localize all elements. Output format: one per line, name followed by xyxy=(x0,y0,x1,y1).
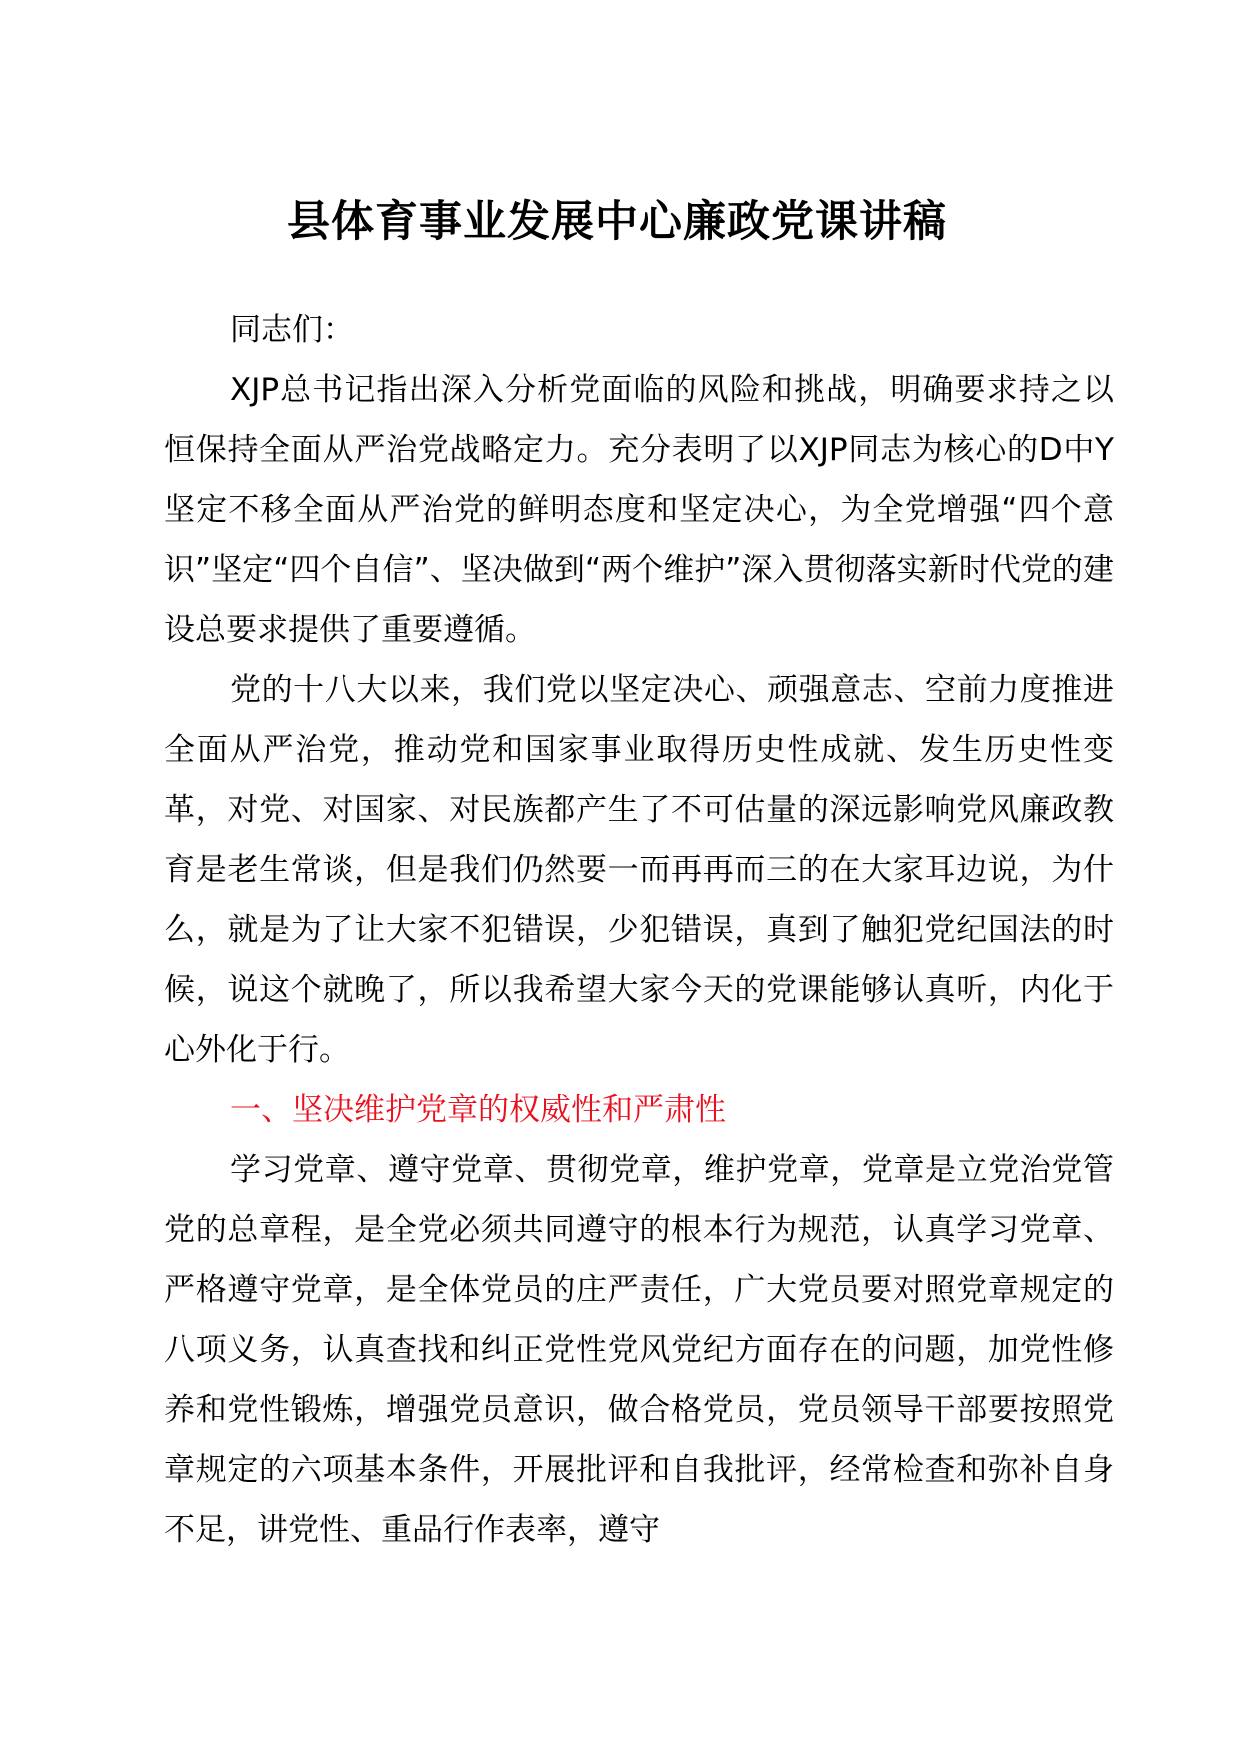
document-body xyxy=(164,300,1114,1560)
section-paragraph: 学习党章、遵守党章、贯彻党章，维护党章，党章是立党治党管党的总章程，是全党必须共同遵守的根本行为规范，认真学习党章、严格遵守党章，是全体党员的庄严责任，广大党员要对照党章规定的八项义务，认真查找和纠正党性党风党纪方面存在的问题，加党性修养和党性锻炼，增强党员意识，做合格党员，党员领导干部要按照党章规定的六项基本条件，开展批评和自我批评，经常检查和弥补自身不足，讲党性、重品行作表率，遵守 xyxy=(164,1152,1114,1548)
section-heading: 一、坚决维护党章的权威性和严肃性 xyxy=(230,1092,726,1128)
paragraph-1: XJP总书记指出深入分析党面临的风险和挑战，明确要求持之以恒保持全面从严治党战略定力。充分表明了以XJP同志为核心的D中Y坚定不移全面从严治党的鲜明态度和坚定决心，为全党增强“四个意识”坚定“四个自信”、坚决做到“两个维护”深入贯彻落实新时代党的建设总要求提供了重要遵循。 xyxy=(164,372,1114,648)
document-title: 县体育事业发展中心廉政党课讲稿 xyxy=(287,197,947,247)
salutation: 同志们： xyxy=(230,312,354,348)
paragraph-2: 党的十八大以来，我们党以坚定决心、顽强意志、空前力度推进全面从严治党，推动党和国家事业取得历史性成就、发生历史性变革，对党、对国家、对民族都产生了不可估量的深远影响党风廉政教育是老生常谈，但是我们仍然要一而再再而三的在大家耳边说，为什么，就是为了让大家不犯错误，少犯错误，真到了触犯党纪国法的时候，说这个就晚了，所以我希望大家今天的党课能够认真听，内化于心外化于行。 xyxy=(164,672,1114,1068)
